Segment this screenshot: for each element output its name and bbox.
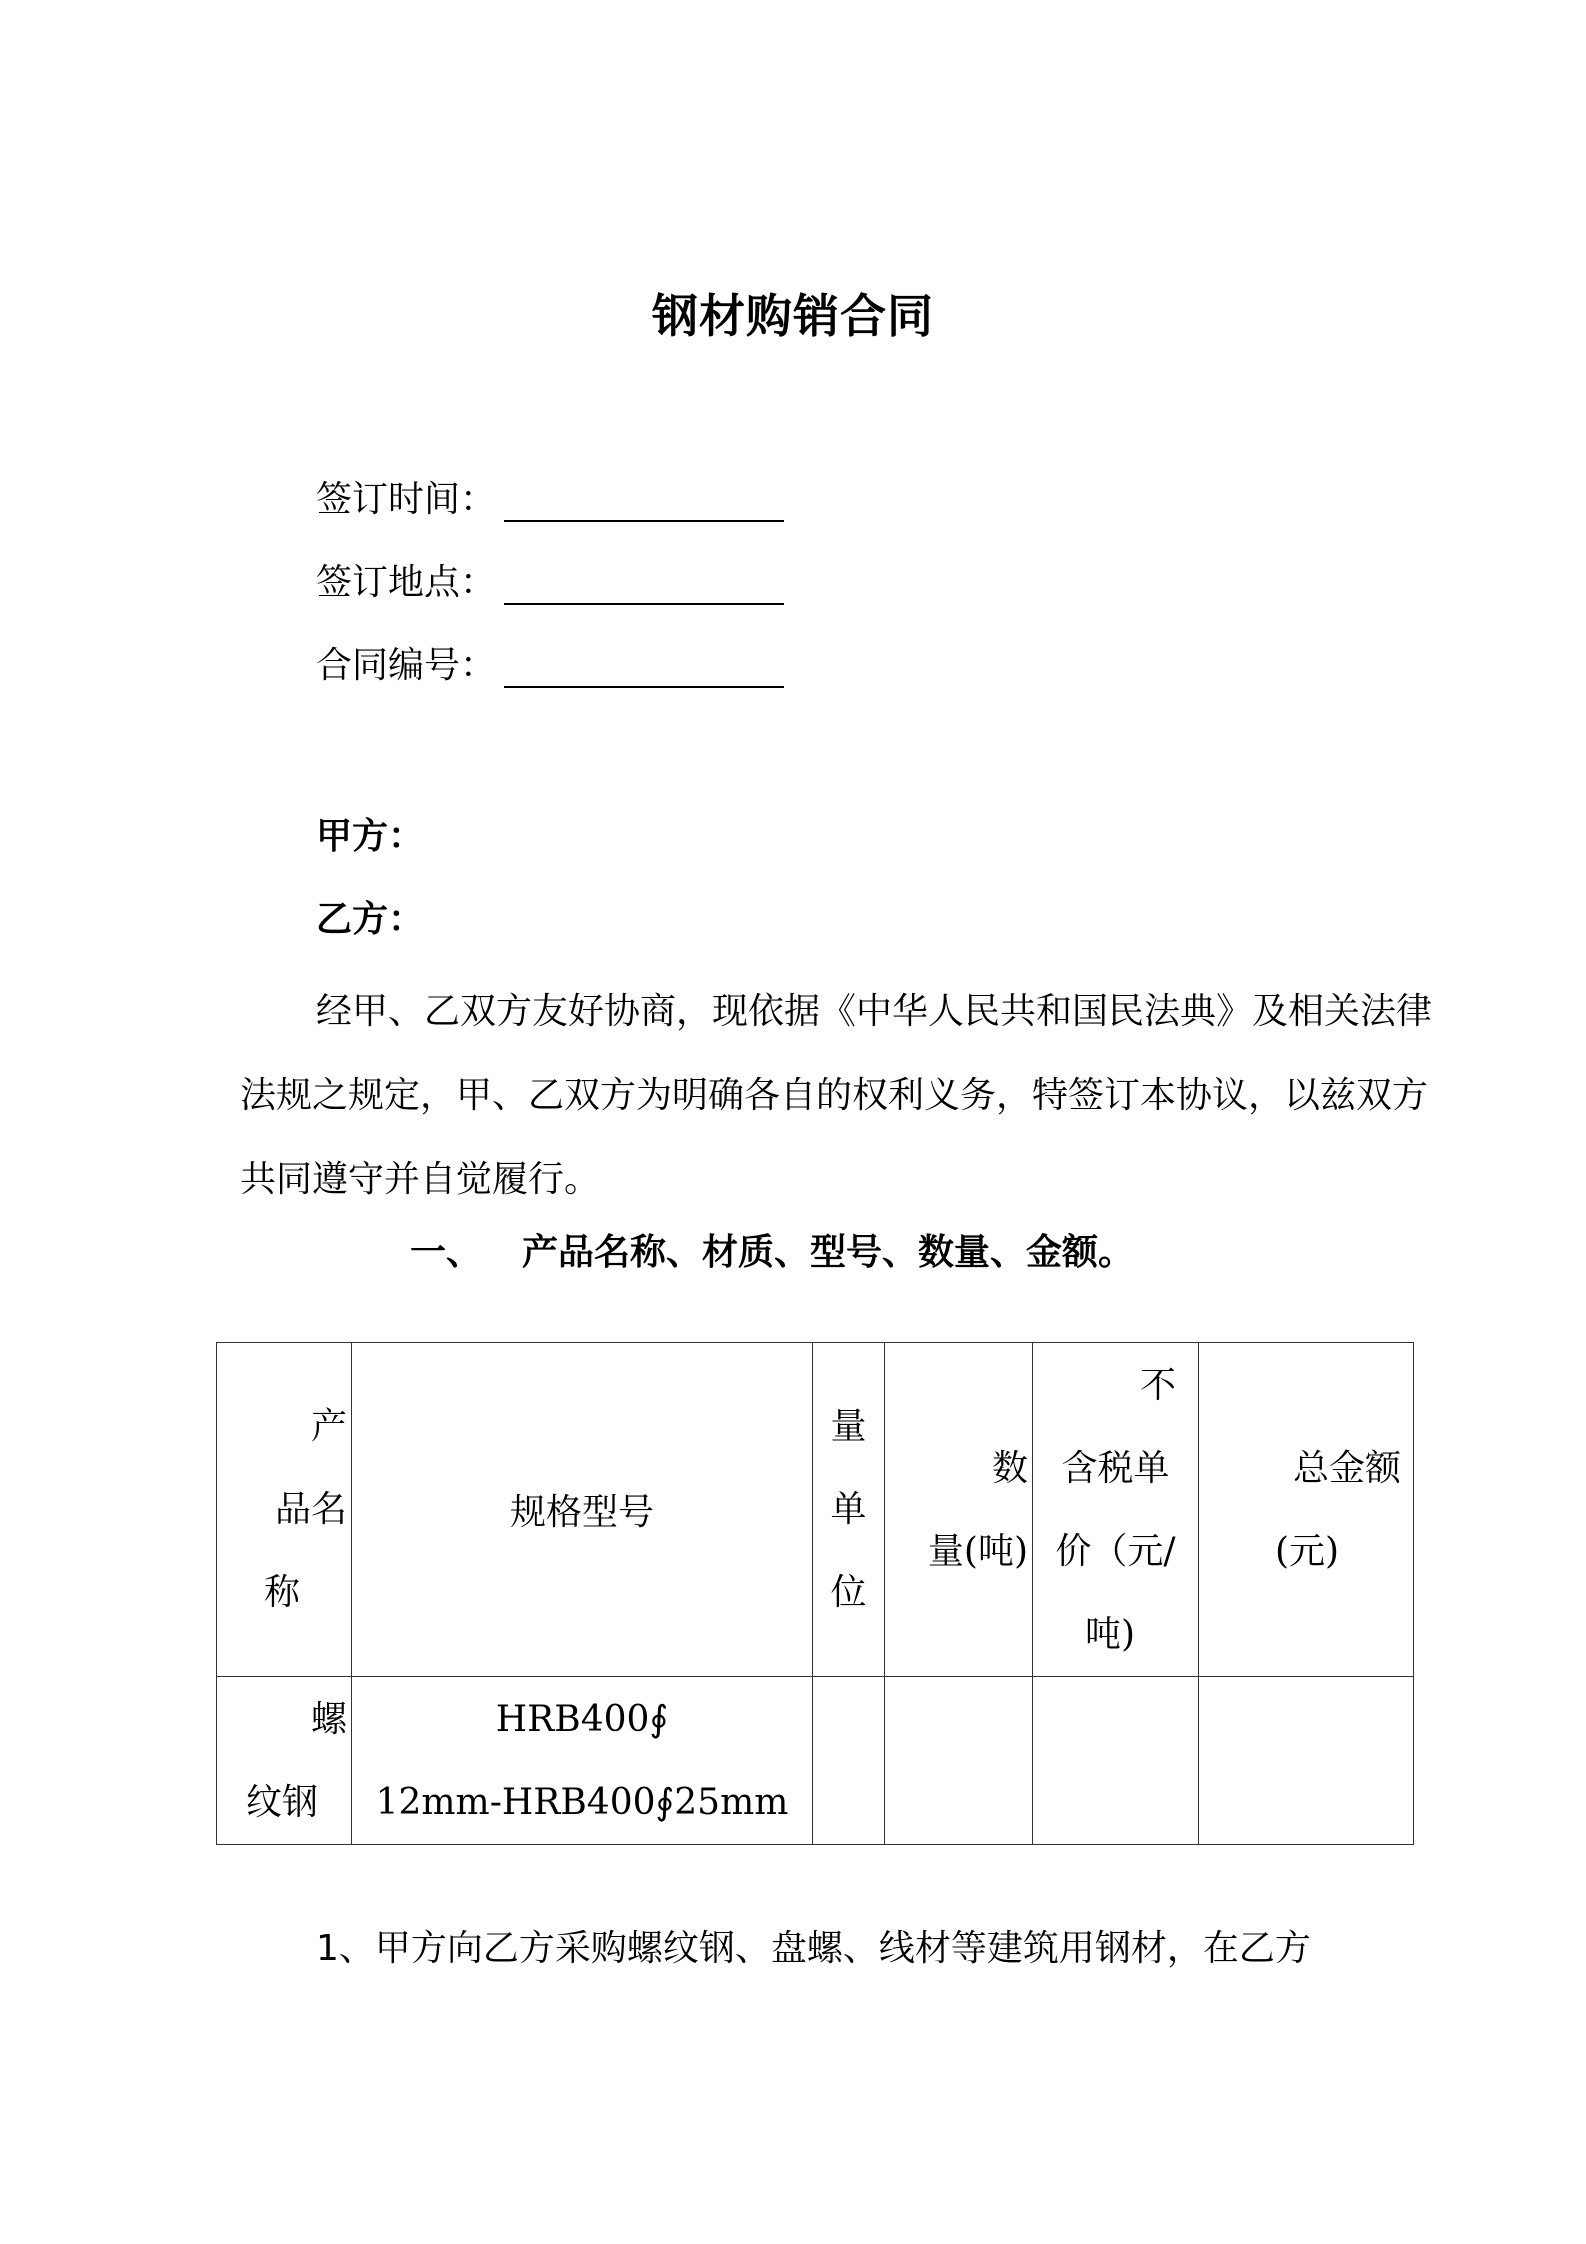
signing-date-field	[316, 474, 496, 526]
signing-date-blank[interactable]	[504, 520, 784, 522]
row-spec-line2: 12mm-HRB400∮25mm	[375, 1781, 789, 1823]
header-product-name	[217, 1343, 352, 1677]
header-unit-line3: 位	[830, 1572, 867, 1613]
row-product-name-line1: 螺	[310, 1698, 347, 1740]
header-unit-line1: 量	[830, 1406, 867, 1447]
contract-number-blank[interactable]	[504, 686, 784, 688]
signing-place-label: 签订地点：	[316, 562, 497, 603]
header-total-line1: 总金额	[1292, 1447, 1401, 1489]
clause-1-text: 1、甲方向乙方采购螺纹钢、盘螺、线材等建筑用钢材，在乙方	[316, 1928, 1311, 1969]
table-header-row	[217, 1343, 1414, 1677]
contract-number-label: 合同编号：	[316, 645, 497, 686]
header-spec: 规格型号	[352, 1343, 813, 1677]
header-unit	[813, 1343, 885, 1677]
row-spec	[352, 1677, 813, 1845]
row-unit[interactable]	[813, 1677, 885, 1845]
row-total[interactable]	[1199, 1677, 1414, 1845]
header-unit-price-line3: 价（元/	[1055, 1530, 1176, 1572]
section-1-number: 一、	[410, 1232, 483, 1273]
header-product-name-line2: 品名	[274, 1489, 347, 1530]
row-product-name	[217, 1677, 352, 1845]
contract-number-field	[316, 640, 496, 692]
party-a-label: 甲方：	[316, 816, 425, 857]
header-quantity-line1: 数	[991, 1447, 1028, 1489]
header-unit-price-line1: 不	[1139, 1364, 1176, 1406]
header-total-line2: (元)	[1275, 1530, 1340, 1572]
section-1-heading	[410, 1224, 1134, 1275]
header-quantity	[885, 1343, 1033, 1677]
row-spec-line1: HRB400∮	[495, 1698, 669, 1740]
header-unit-price-line2: 含税单	[1061, 1447, 1170, 1489]
header-product-name-line1: 产	[310, 1406, 347, 1447]
header-product-name-line3: 称	[263, 1572, 300, 1613]
table-row	[217, 1677, 1414, 1845]
section-1-title: 产品名称、材质、型号、数量、金额。	[522, 1232, 1135, 1273]
header-unit-price	[1033, 1343, 1199, 1677]
header-unit-price-line4: 吨)	[1085, 1613, 1136, 1655]
signing-place-blank[interactable]	[504, 603, 784, 605]
document-title: 钢材购销合同	[652, 289, 934, 343]
row-quantity[interactable]	[885, 1677, 1033, 1845]
preamble-paragraph: 经甲、乙双方友好协商，现依据《中华人民共和国民法典》及相关法律法规之规定，甲、乙双方为明确各自的权利义务，特签订本协议，以兹双方共同遵守并自觉履行。	[240, 991, 1433, 1200]
header-unit-line2: 单	[830, 1489, 867, 1530]
row-unit-price[interactable]	[1033, 1677, 1199, 1845]
row-product-name-line2: 纹钢	[245, 1781, 318, 1823]
party-b-label: 乙方：	[316, 899, 425, 940]
product-table	[216, 1342, 1414, 1845]
header-quantity-line2: 量(吨)	[927, 1530, 1028, 1572]
signing-date-label: 签订时间：	[316, 479, 497, 520]
signing-place-field	[316, 557, 496, 609]
header-total	[1199, 1343, 1414, 1677]
